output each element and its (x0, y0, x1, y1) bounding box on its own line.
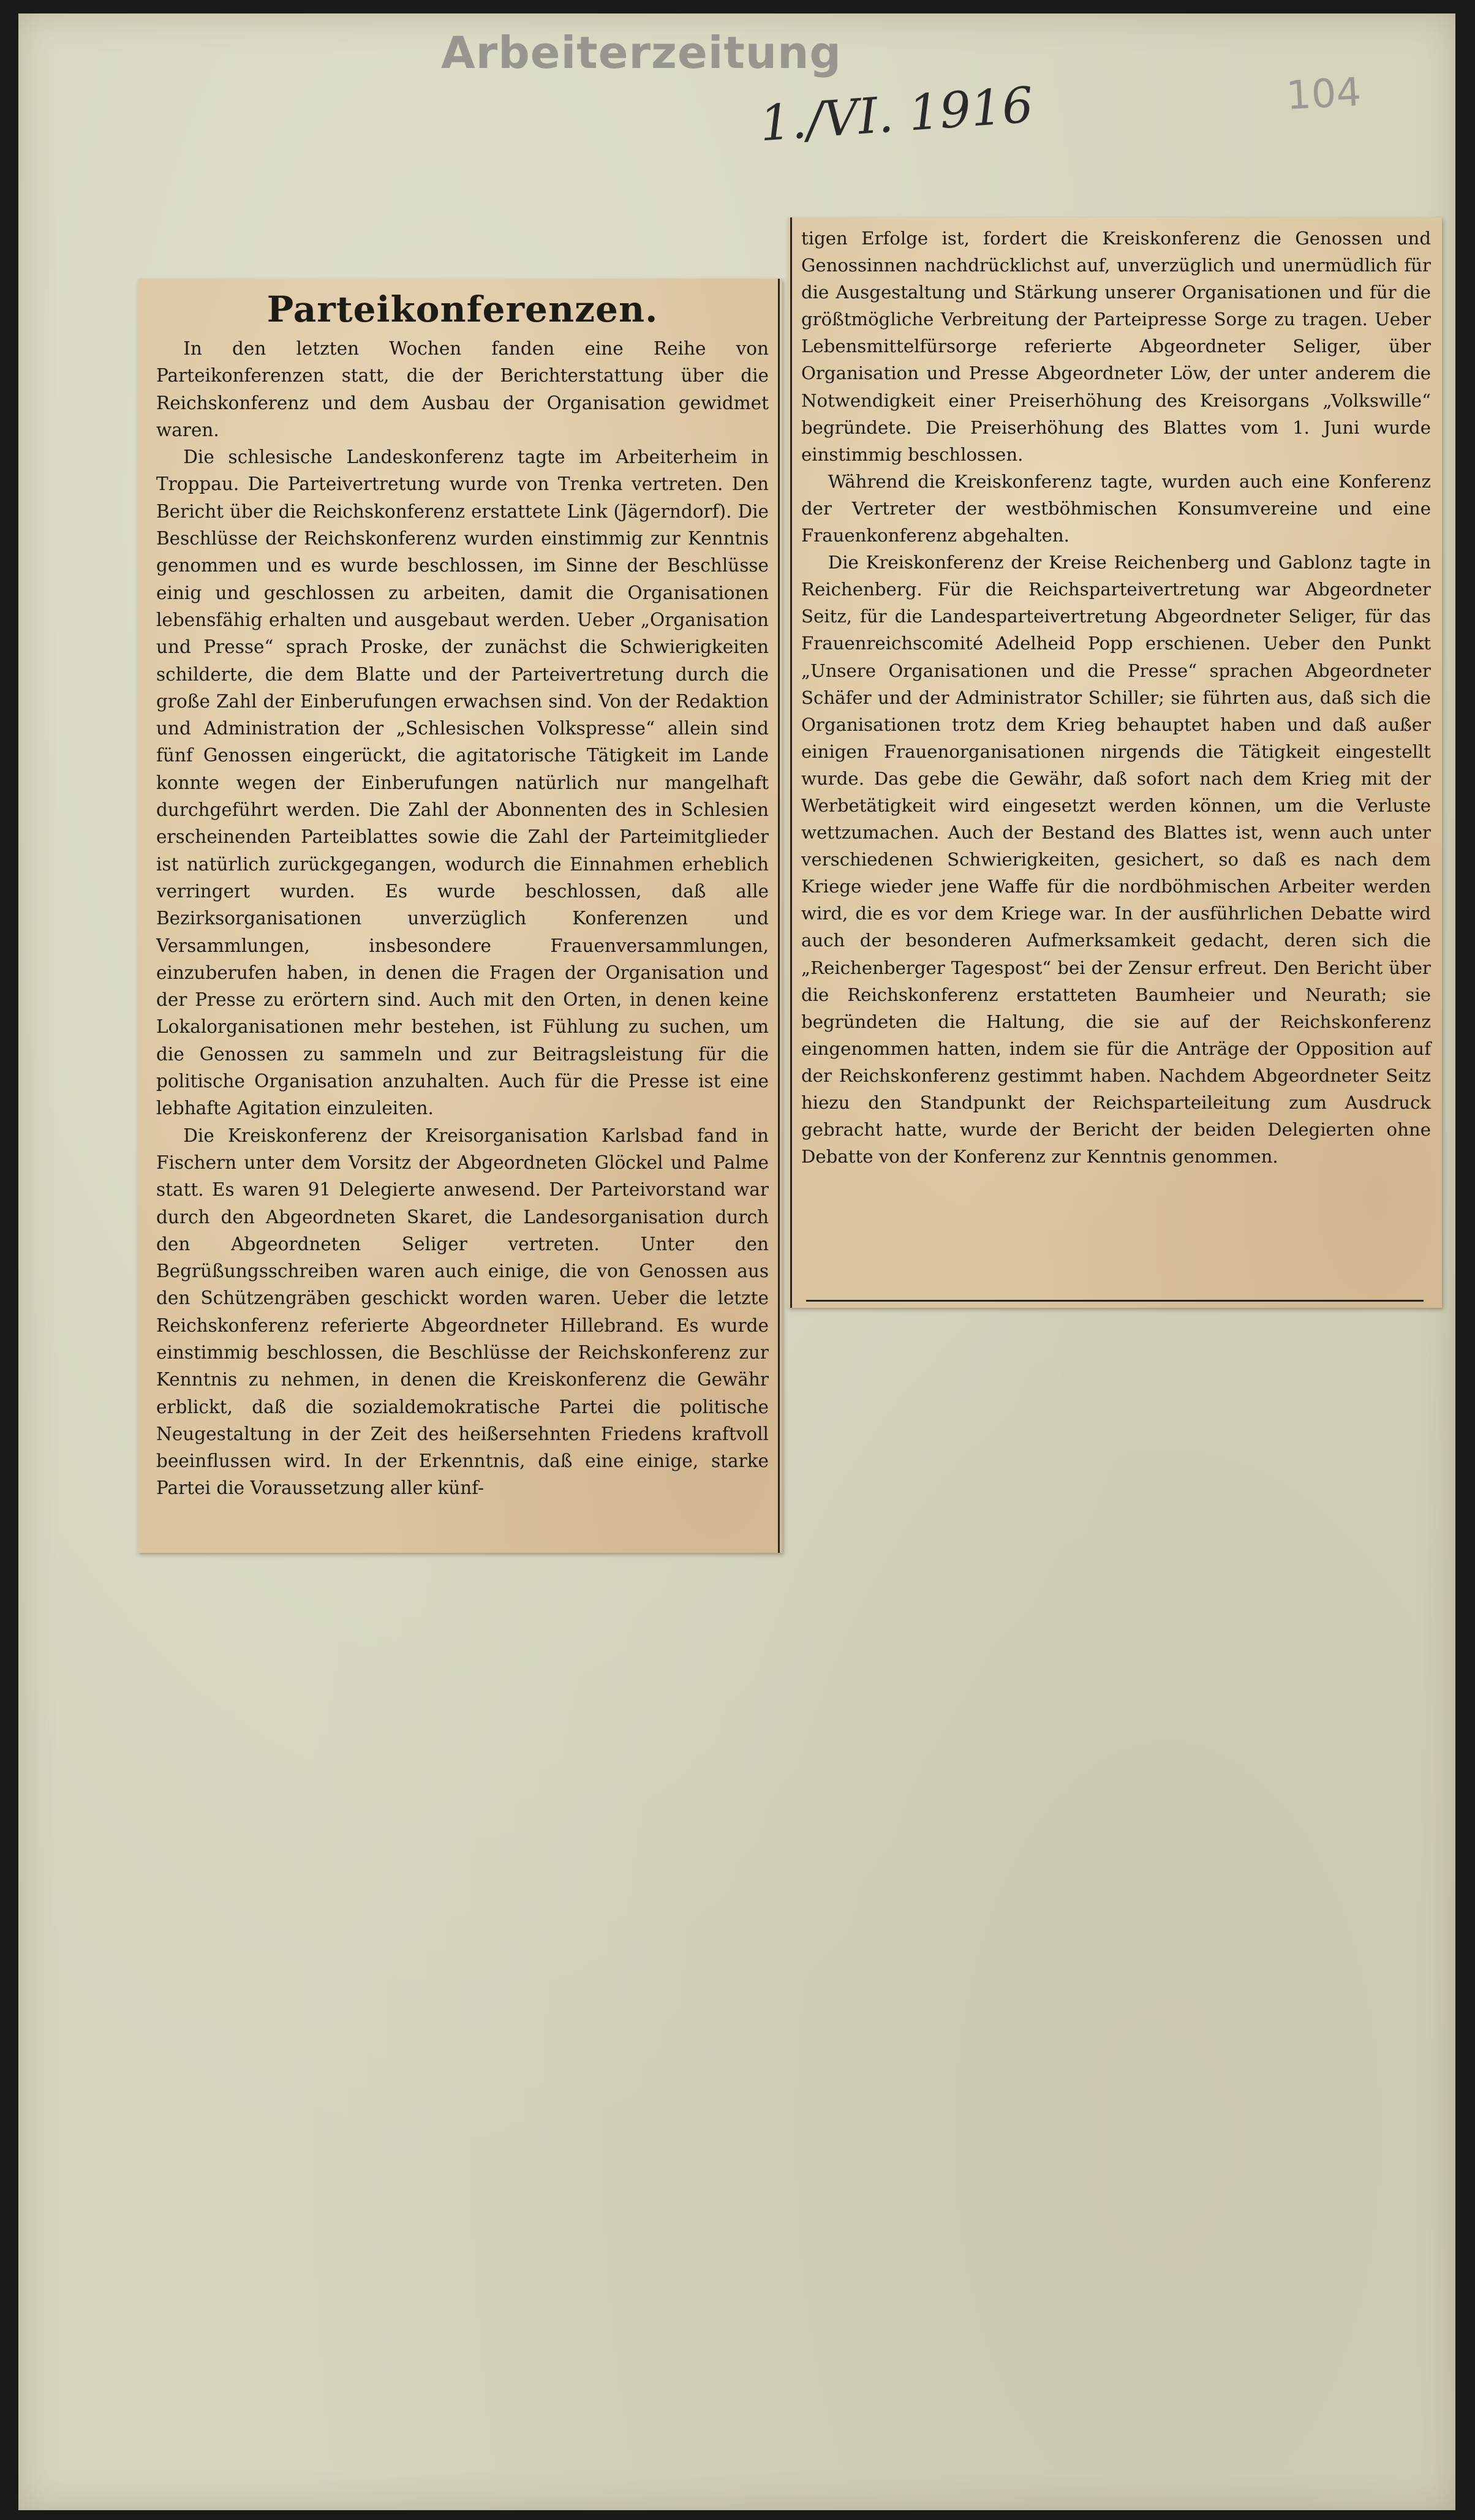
clipping-right-column (788, 217, 1442, 1308)
article-paragraph: tigen Erfolge ist, fordert die Kreiskonferenz die Genossen und Genossinnen nachdrücklichst auf, unverzüglich und unermüdlich für die Ausgestaltung und Stärkung unserer Organisationen und für die größtmögliche Verbreitung der Parteipresse Sorge zu tragen. Ueber Lebensmittelfürsorge referierte Abgeordneter Seliger, über Organisation und Presse Abgeordneter Löw, der unter anderem die Notwendigkeit einer Preiserhöhung des Kreisorgans „Volkswille“ begründete. Die Preiserhöhung des Blattes vom 1. Juni wurde einstimmig beschlossen. (801, 228, 1431, 465)
archive-stamp: Arbeiterzeitung (441, 27, 842, 78)
end-rule (806, 1300, 1424, 1302)
article-paragraph: Während die Kreiskonferenz tagte, wurden auch eine Konferenz der Vertreter der westböhmischen Konsumvereine und eine Frauenkonferenz abgehalten. (801, 470, 1431, 546)
column-rule (790, 217, 792, 1308)
article-paragraph: In den letzten Wochen fanden eine Reihe von Parteikonferenzen statt, die der Berichterstattung über die Reichskonferenz und dem Ausbau der Organisation gewidmet waren. (156, 338, 769, 440)
handwritten-date: 1./VI. 1916 (758, 76, 1035, 153)
article-paragraph: Die Kreiskonferenz der Kreisorganisation Karlsbad fand in Fischern unter dem Vorsitz der Abgeordneten Glöckel und Palme statt. Es waren 91 Delegierte anwesend. Der Parteivorstand war durch den Abgeordneten Skaret, die Landesorganisation durch den Abgeordneten Seliger vertreten. Unter den Begrüßungsschreiben waren auch einige, die von Genossen aus den Schützengräben geschickt worden waren. Ueber die letzte Reichskonferenz referierte Abgeordneter Hillebrand. Es wurde einstimmig beschlossen, die Beschlüsse der Reichskonferenz zur Kenntnis zu nehmen, in denen die Kreiskonferenz die Gewähr erblickt, daß die sozialdemokratische Partei die politische Neugestaltung in der Zeit des heißersehnten Friedens kraftvoll beeinflussen wird. In der Erkenntnis, daß eine einige, starke Partei die Voraussetzung aller künf- (156, 1125, 769, 1499)
page-number: 104 (1285, 69, 1363, 119)
article-paragraph: Die schlesische Landeskonferenz tagte im Arbeiterheim in Troppau. Die Parteivertretung wurde von Trenka vertreten. Den Bericht über die Reichskonferenz erstattete Link (Jägerndorf). Die Beschlüsse der Reichskonferenz wurden einstimmig zur Kenntnis genommen und es wurde beschlossen, im Sinne der Beschlüsse einig und geschlossen zu arbeiten, damit die Organisationen lebensfähig erhalten und ausgebaut werden. Ueber „Organisation und Presse“ sprach Proske, der zunächst die Schwierigkeiten schilderte, die dem Blatte und der Parteivertretung durch die große Zahl der Einberufungen erwachsen sind. Von der Redaktion und Administration der „Schlesischen Volkspresse“ allein sind fünf Genossen eingerückt, die agitatorische Tätigkeit im Lande konnte wegen der Einberufungen natürlich nur mangelhaft durchgeführt werden. Die Zahl der Abonnenten des in Schlesien erscheinenden Parteiblattes sowie die Zahl der Parteimitglieder ist natürlich zurückgegangen, wodurch die Einnahmen erheblich verringert wurden. Es wurde beschlossen, daß alle Bezirksorganisationen unverzüglich Konferenzen und Versammlungen, insbesondere Frauenversammlungen, einzuberufen haben, in denen die Fragen der Organisation und der Presse zu erörtern sind. Auch mit den Orten, in denen keine Lokalorganisationen mehr bestehen, ist Fühlung zu suchen, um die Genossen zu sammeln und zur Beitragsleistung für die politische Organisation anzuhalten. Auch für die Presse ist eine lebhafte Agitation einzuleiten. (156, 447, 769, 1119)
column-rule (778, 279, 780, 1553)
article-headline: Parteikonferenzen. (266, 289, 658, 330)
archive-sheet (18, 13, 1455, 2510)
clipping-left-column (138, 279, 782, 1553)
article-paragraph: Die Kreiskonferenz der Kreise Reichenberg und Gablonz tagte in Reichenberg. Für die Reichsparteivertretung war Abgeordneter Seitz, für die Landesparteivertretung Abgeordneter Seliger, für das Frauenreichscomité Adelheid Popp erschienen. Ueber den Punkt „Unsere Organisationen und die Presse“ sprachen Abgeordneter Schäfer und der Administrator Schiller; sie führten aus, daß sich die Organisationen trotz dem Krieg behauptet haben und daß außer einigen Frauenorganisationen nirgends die Tätigkeit eingestellt wurde. Das gebe die Gewähr, daß sofort nach dem Krieg mit der Werbetätigkeit wird eingesetzt werden können, um die Verluste wettzumachen. Auch der Bestand des Blattes ist, wenn auch unter verschiedenen Schwierigkeiten, gesichert, so daß es nach dem Kriege wieder jene Waffe für die nordböhmischen Arbeiter werden wird, die es vor dem Kriege war. In der ausführlichen Debatte wird auch der besonderen Aufmerksamkeit gedacht, deren sich die „Reichenberger Tagespost“ bei der Zensur erfreut. Den Bericht über die Reichskonferenz erstatteten Baumheier und Neurath; sie begründeten die Haltung, die sie auf der Reichskonferenz eingenommen hatten, indem sie für die Anträge der Opposition auf der Reichskonferenz gestimmt haben. Nachdem Abgeordneter Seitz hiezu den Standpunkt der Reichsparteileitung zum Ausdruck gebracht hatte, wurde der Bericht der beiden Delegierten ohne Debatte von der Konferenz zur Kenntnis genommen. (801, 552, 1431, 1168)
